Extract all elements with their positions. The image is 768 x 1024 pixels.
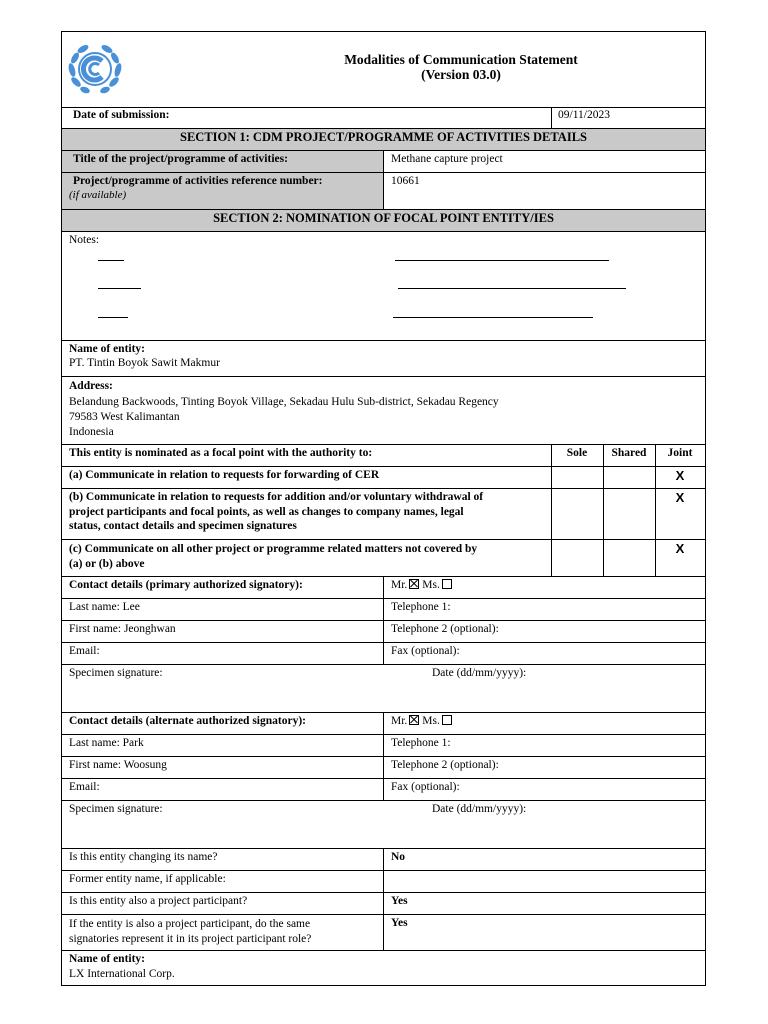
- entity2-name-label: Name of entity:: [69, 953, 146, 965]
- primary-telephone1[interactable]: Telephone 1:: [391, 601, 451, 613]
- authority-row-b: (b) Communicate in relation to requests for addition and/or voluntary withdrawal of project participants and focal points, as well as changes to company names, legal status, contact details and specimen signatures: [69, 491, 484, 532]
- reference-number-note: (if available): [69, 189, 127, 201]
- form-title: Modalities of Communication Statement: [344, 52, 578, 67]
- submission-date-label: Date of submission:: [73, 109, 170, 121]
- alternate-specimen-signature[interactable]: Specimen signature:: [69, 803, 163, 815]
- question-project-participant: Is this entity also a project participant?: [69, 895, 248, 907]
- notes-line: [398, 288, 626, 289]
- alternate-first-name[interactable]: First name: Woosung: [69, 759, 167, 771]
- ms-checkbox[interactable]: [442, 579, 452, 589]
- alternate-telephone2[interactable]: Telephone 2 (optional):: [391, 759, 499, 771]
- primary-first-name[interactable]: First name: Jeonghwan: [69, 623, 176, 635]
- authority-label: This entity is nominated as a focal point with the authority to:: [69, 447, 373, 459]
- alternate-last-name[interactable]: Last name: Park: [69, 737, 144, 749]
- section1-heading: SECTION 1: CDM PROJECT/PROGRAMME OF ACTIVITIES DETAILS: [180, 130, 587, 144]
- primary-telephone2[interactable]: Telephone 2 (optional):: [391, 623, 499, 635]
- entity2-name-value[interactable]: LX International Corp.: [69, 968, 175, 980]
- ms-checkbox[interactable]: [442, 715, 452, 725]
- question-name-change: Is this entity changing its name?: [69, 851, 218, 863]
- mr-checkbox[interactable]: [409, 715, 419, 725]
- notes-line: [98, 260, 124, 261]
- address-label: Address:: [69, 380, 113, 392]
- answer-name-change[interactable]: No: [391, 851, 406, 863]
- primary-email[interactable]: Email:: [69, 645, 100, 657]
- project-title-label: Title of the project/programme of activities:: [73, 153, 288, 165]
- notes-line: [395, 260, 609, 261]
- alternate-fax[interactable]: Fax (optional):: [391, 781, 460, 793]
- question-same-signatories: If the entity is also a project participant, do the same signatories represent it in its project participant role?: [69, 918, 312, 945]
- alternate-contact-label: Contact details (alternate authorized signatory):: [69, 715, 306, 727]
- column-joint: Joint: [667, 447, 693, 459]
- answer-same-signatories[interactable]: Yes: [391, 917, 408, 929]
- alternate-date[interactable]: Date (dd/mm/yyyy):: [432, 803, 527, 815]
- address-value[interactable]: Belandung Backwoods, Tinting Boyok Village, Sekadau Hulu Sub-district, Sekadau Regency 79583 West Kalimantan Indonesia: [69, 396, 499, 438]
- notes-label: Notes:: [69, 234, 100, 246]
- alternate-telephone1[interactable]: Telephone 1:: [391, 737, 451, 749]
- notes-line: [393, 317, 593, 318]
- primary-date[interactable]: Date (dd/mm/yyyy):: [432, 667, 527, 679]
- alternate-title-options: Mr. Ms.: [391, 715, 455, 727]
- authority-row-c-joint[interactable]: X: [675, 541, 685, 556]
- section2-heading: SECTION 2: NOMINATION OF FOCAL POINT ENTITY/IES: [213, 211, 554, 225]
- authority-row-b-joint[interactable]: X: [675, 490, 685, 505]
- column-shared: Shared: [611, 447, 647, 459]
- authority-row-a: (a) Communicate in relation to requests for forwarding of CER: [69, 469, 380, 481]
- primary-contact-label: Contact details (primary authorized signatory):: [69, 579, 303, 591]
- notes-line: [98, 288, 141, 289]
- notes-line: [98, 317, 128, 318]
- mr-checkbox[interactable]: [409, 579, 419, 589]
- answer-project-participant[interactable]: Yes: [391, 895, 408, 907]
- reference-number-label: Project/programme of activities reference number:: [73, 175, 323, 187]
- entity-name-label: Name of entity:: [69, 343, 146, 355]
- entity-name-value[interactable]: PT. Tintin Boyok Sawit Makmur: [69, 357, 220, 369]
- authority-row-a-joint[interactable]: X: [675, 468, 685, 483]
- authority-row-c: (c) Communicate on all other project or programme related matters not covered by (a) or (b) above: [69, 543, 478, 570]
- unfccc-logo-icon: [66, 40, 124, 96]
- question-former-name: Former entity name, if applicable:: [69, 873, 226, 885]
- project-title-value[interactable]: Methane capture project: [391, 153, 503, 165]
- column-sole: Sole: [566, 447, 588, 459]
- form-version: (Version 03.0): [421, 67, 501, 82]
- primary-specimen-signature[interactable]: Specimen signature:: [69, 667, 163, 679]
- submission-date-value[interactable]: 09/11/2023: [558, 109, 610, 121]
- primary-title-options: Mr. Ms.: [391, 579, 455, 591]
- reference-number-value[interactable]: 10661: [391, 175, 420, 187]
- alternate-email[interactable]: Email:: [69, 781, 100, 793]
- primary-fax[interactable]: Fax (optional):: [391, 645, 460, 657]
- primary-last-name[interactable]: Last name: Lee: [69, 601, 140, 613]
